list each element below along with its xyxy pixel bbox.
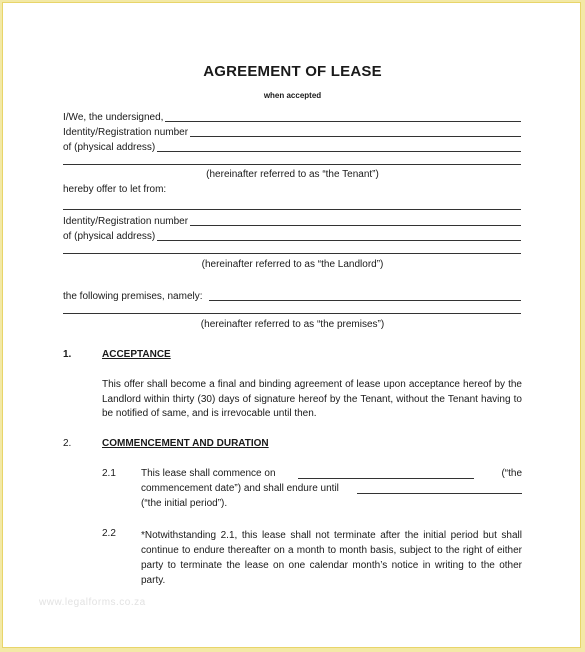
premises-field[interactable] bbox=[209, 290, 521, 301]
premises-row bbox=[63, 289, 521, 302]
tenant-id-label: Identity/Registration number bbox=[63, 127, 189, 138]
clause-2-1-text-c: commencement date”) and shall endure until bbox=[141, 483, 339, 494]
document-subtitle: when accepted bbox=[263, 91, 322, 100]
premises-reference: (hereinafter referred to as “the premises”) bbox=[200, 319, 385, 330]
landlord-reference: (hereinafter referred to as “the Landlord”) bbox=[201, 259, 384, 270]
section-1-body: This offer shall become a final and binding agreement of lease upon acceptance hereof by the Landlord within thirty (30) days of signature hereof by the Tenant, without the Tenant having to be notified of same, and is irrevocable until then. bbox=[102, 379, 522, 419]
landlord-address-row bbox=[63, 229, 521, 242]
landlord-address-field[interactable] bbox=[157, 230, 521, 241]
end-date-field[interactable] bbox=[357, 483, 522, 494]
landlord-address-line-2[interactable] bbox=[63, 253, 521, 254]
clause-2-1-line-1 bbox=[141, 468, 522, 479]
premises-label: the following premises, namely: bbox=[63, 291, 203, 302]
tenant-address-line-2[interactable] bbox=[63, 164, 521, 165]
tenant-address-row bbox=[63, 140, 521, 153]
watermark-text: www.legalforms.co.za bbox=[39, 597, 146, 608]
clause-2-1-text-d: (“the initial period”). bbox=[141, 498, 228, 509]
commencement-date-field[interactable] bbox=[298, 468, 474, 479]
document-frame bbox=[2, 2, 581, 648]
landlord-name-field[interactable] bbox=[63, 209, 521, 210]
tenant-name-field[interactable] bbox=[165, 111, 521, 122]
section-2-heading: COMMENCEMENT AND DURATION bbox=[102, 438, 269, 449]
landlord-id-field[interactable] bbox=[190, 215, 521, 226]
clause-2-2-body: *Notwithstanding 2.1, this lease shall not terminate after the initial period but shall continue to endure thereafter on a month to month basis, subject to the right of either party to terminate the lease on one calendar month’s notice in writing to the other party. bbox=[141, 530, 522, 586]
clause-2-1-line-2 bbox=[141, 483, 522, 494]
section-1-number: 1. bbox=[63, 349, 72, 360]
clause-2-1-number: 2.1 bbox=[102, 468, 116, 479]
tenant-id-row bbox=[63, 125, 521, 138]
premises-line-2[interactable] bbox=[63, 313, 521, 314]
clause-2-1-text-b: (“the bbox=[501, 468, 522, 479]
document-title: AGREEMENT OF LEASE bbox=[203, 63, 382, 80]
landlord-id-label: Identity/Registration number bbox=[63, 216, 189, 227]
section-2-number: 2. bbox=[63, 438, 72, 449]
landlord-id-row bbox=[63, 214, 521, 227]
tenant-address-field[interactable] bbox=[157, 141, 521, 152]
clause-2-2-number: 2.2 bbox=[102, 528, 116, 539]
landlord-address-label: of (physical address) bbox=[63, 231, 156, 242]
document-page bbox=[3, 3, 580, 647]
offer-text: hereby offer to let from: bbox=[63, 184, 167, 195]
tenant-undersigned-label: I/We, the undersigned, bbox=[63, 112, 164, 123]
tenant-undersigned-row bbox=[63, 110, 521, 123]
tenant-address-label: of (physical address) bbox=[63, 142, 156, 153]
section-1-heading: ACCEPTANCE bbox=[102, 349, 171, 360]
clause-2-1-text-a: This lease shall commence on bbox=[141, 468, 276, 479]
tenant-id-field[interactable] bbox=[190, 126, 521, 137]
tenant-reference: (hereinafter referred to as “the Tenant”) bbox=[206, 169, 379, 180]
